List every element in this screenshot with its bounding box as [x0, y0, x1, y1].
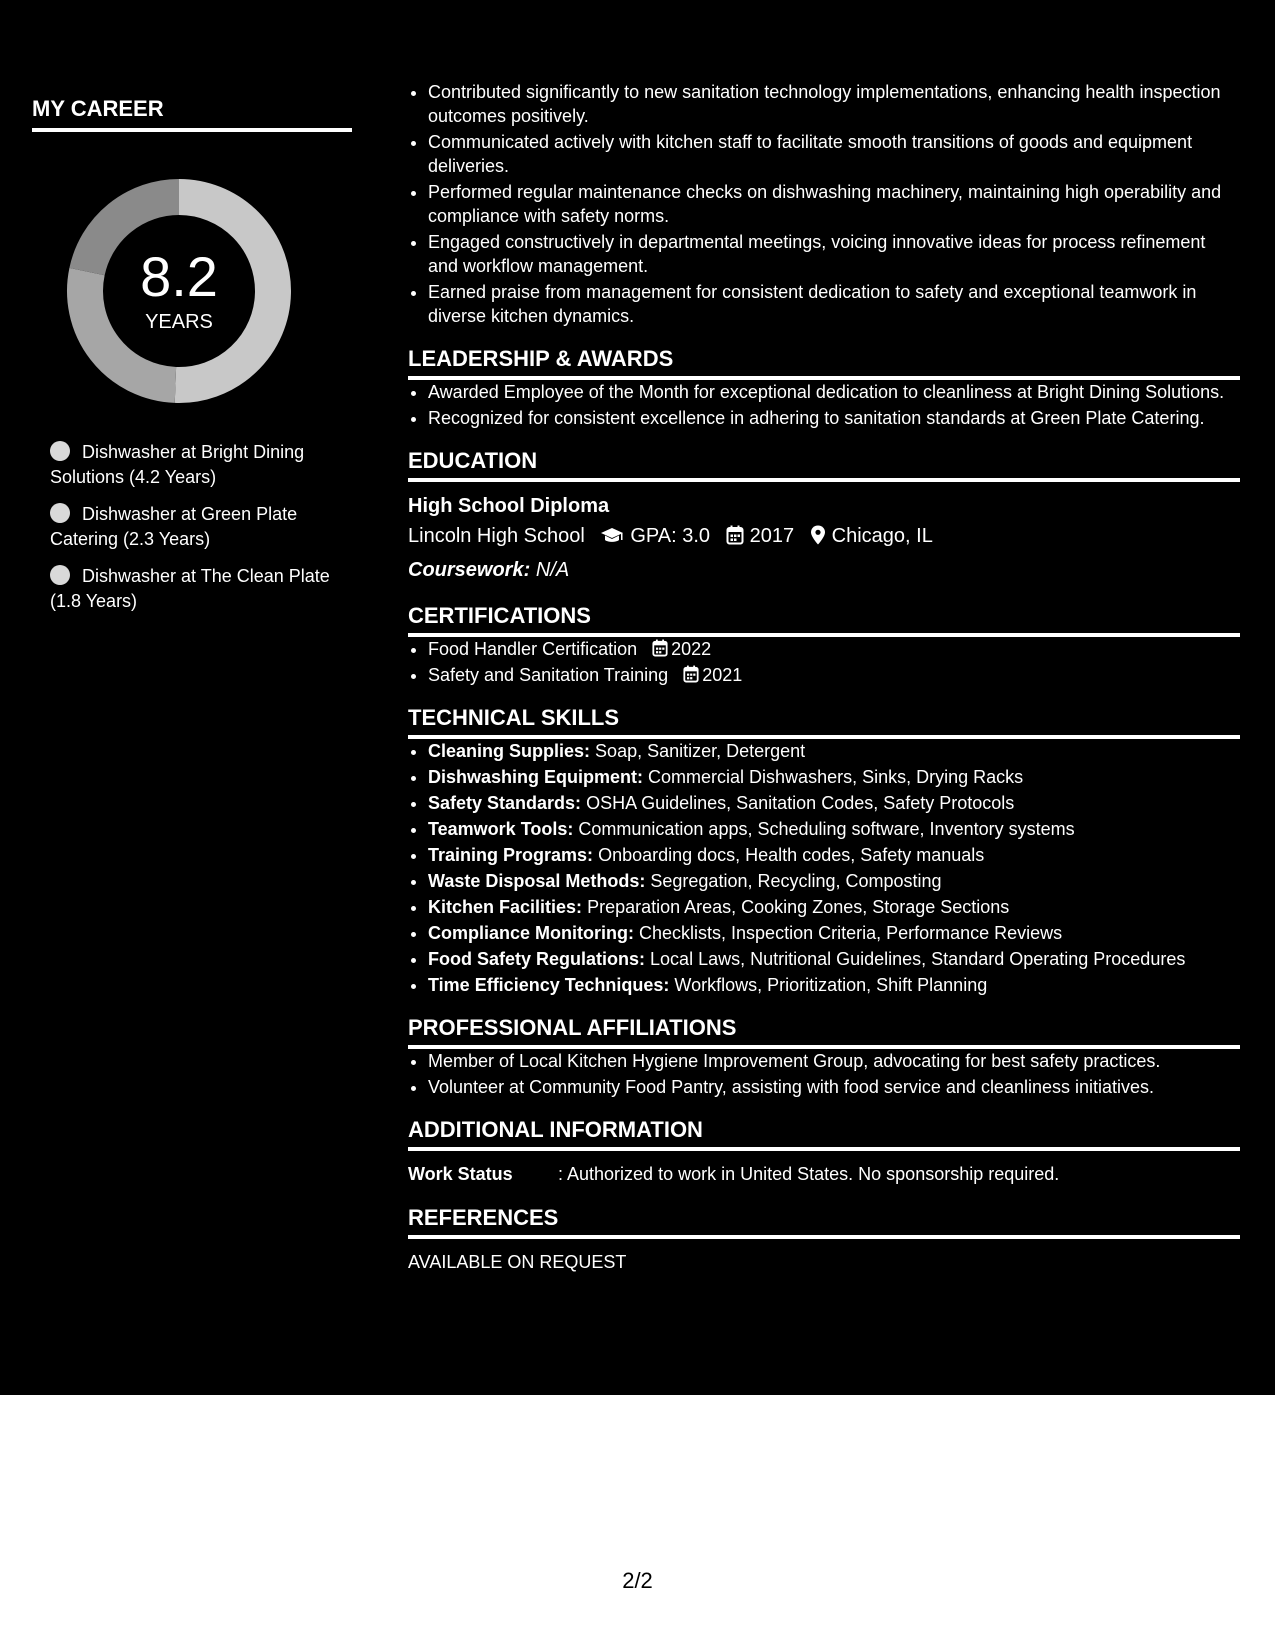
work-status-row [408, 1161, 1240, 1187]
certifications-list [408, 637, 1240, 687]
education-entry [408, 492, 1240, 585]
education-year: 2017 [749, 525, 795, 547]
education-coursework: Coursework: N/A [408, 559, 570, 581]
list-item: • Engaged constructively in departmental meetings, voicing innovative ideas for process refinement and workflow management. [428, 230, 1240, 278]
list-item: • Cleaning Supplies: Soap, Sanitizer, Detergent [428, 739, 1240, 763]
references-title: REFERENCES [408, 1205, 1240, 1239]
list-item: • Teamwork Tools: Communication apps, Scheduling software, Inventory systems [428, 817, 1240, 841]
legend-dot-icon [50, 565, 70, 585]
list-item: • Safety and Sanitation Training 2021 [428, 663, 1240, 687]
list-item: • Time Efficiency Techniques: Workflows, Prioritization, Shift Planning [428, 973, 1240, 997]
legend-item: Dishwasher at The Clean Plate (1.8 Years) [50, 566, 330, 611]
list-item: • Compliance Monitoring: Checklists, Inspection Criteria, Performance Reviews [428, 921, 1240, 945]
graduation-cap-icon [600, 523, 624, 555]
list-item: • Training Programs: Onboarding docs, Health codes, Safety manuals [428, 843, 1240, 867]
list-item: • Volunteer at Community Food Pantry, assisting with food service and cleanliness initiatives. [428, 1075, 1240, 1099]
education-details [408, 520, 1240, 555]
list-item: • Member of Local Kitchen Hygiene Improvement Group, advocating for best safety practices. [428, 1049, 1240, 1073]
list-item: • Contributed significantly to new sanitation technology implementations, enhancing health inspection outcomes positively. [428, 80, 1240, 128]
affiliations-list [408, 1049, 1240, 1099]
work-status-label: Work Status [408, 1164, 513, 1184]
experience-bullets [408, 80, 1240, 328]
education-school: Lincoln High School [408, 525, 585, 547]
work-status-value: : Authorized to work in United States. No sponsorship required. [558, 1164, 1060, 1184]
list-item: • Recognized for consistent excellence in adhering to sanitation standards at Green Plate Catering. [428, 406, 1240, 430]
list-item: • Food Handler Certification 2022 [428, 637, 1240, 661]
list-item: • Dishwashing Equipment: Commercial Dishwashers, Sinks, Drying Racks [428, 765, 1240, 789]
education-location: Chicago, IL [831, 525, 933, 547]
leadership-title: LEADERSHIP & AWARDS [408, 346, 1240, 380]
education-title: EDUCATION [408, 448, 1240, 482]
career-total-unit: YEARS [145, 310, 213, 333]
certifications-title: CERTIFICATIONS [408, 603, 1240, 637]
list-item: • Earned praise from management for consistent dedication to safety and exceptional teamwork in diverse kitchen dynamics. [428, 280, 1240, 328]
leadership-list [408, 380, 1240, 430]
calendar-icon [652, 639, 668, 657]
education-gpa: GPA: 3.0 [630, 525, 711, 547]
calendar-icon [726, 523, 744, 555]
page-number: 2/2 [622, 1568, 653, 1593]
skills-title: TECHNICAL SKILLS [408, 705, 1240, 739]
affiliations-title: PROFESSIONAL AFFILIATIONS [408, 1015, 1240, 1049]
list-item: • Safety Standards: OSHA Guidelines, Sanitation Codes, Safety Protocols [428, 791, 1240, 815]
map-pin-icon [810, 523, 826, 555]
legend-dot-icon [50, 441, 70, 461]
list-item: • Kitchen Facilities: Preparation Areas, Cooking Zones, Storage Sections [428, 895, 1240, 919]
career-donut-chart [66, 178, 292, 404]
list-item: • Communicated actively with kitchen staff to facilitate smooth transitions of goods and equipment deliveries. [428, 130, 1240, 178]
main-content [408, 80, 1240, 1275]
legend-item: Dishwasher at Green Plate Catering (2.3 Years) [50, 504, 298, 549]
career-total-years: 8.2 [140, 244, 218, 308]
list-item: • Food Safety Regulations: Local Laws, Nutritional Guidelines, Standard Operating Procedures [428, 947, 1240, 971]
career-title: MY CAREER [32, 96, 352, 132]
references-text: AVAILABLE ON REQUEST [408, 1252, 627, 1272]
list-item: • Awarded Employee of the Month for exceptional dedication to cleanliness at Bright Dining Solutions. [428, 380, 1240, 404]
additional-info-title: ADDITIONAL INFORMATION [408, 1117, 1240, 1151]
career-sidebar [32, 96, 352, 626]
legend-dot-icon [50, 503, 70, 523]
calendar-icon [683, 665, 699, 683]
education-degree: High School Diploma [408, 495, 610, 517]
skills-list [408, 739, 1240, 997]
legend-item: Dishwasher at Bright Dining Solutions (4.2 Years) [50, 442, 305, 487]
list-item: • Waste Disposal Methods: Segregation, Recycling, Composting [428, 869, 1240, 893]
career-legend [50, 440, 352, 614]
list-item: • Performed regular maintenance checks on dishwashing machinery, maintaining high operability and compliance with safety norms. [428, 180, 1240, 228]
